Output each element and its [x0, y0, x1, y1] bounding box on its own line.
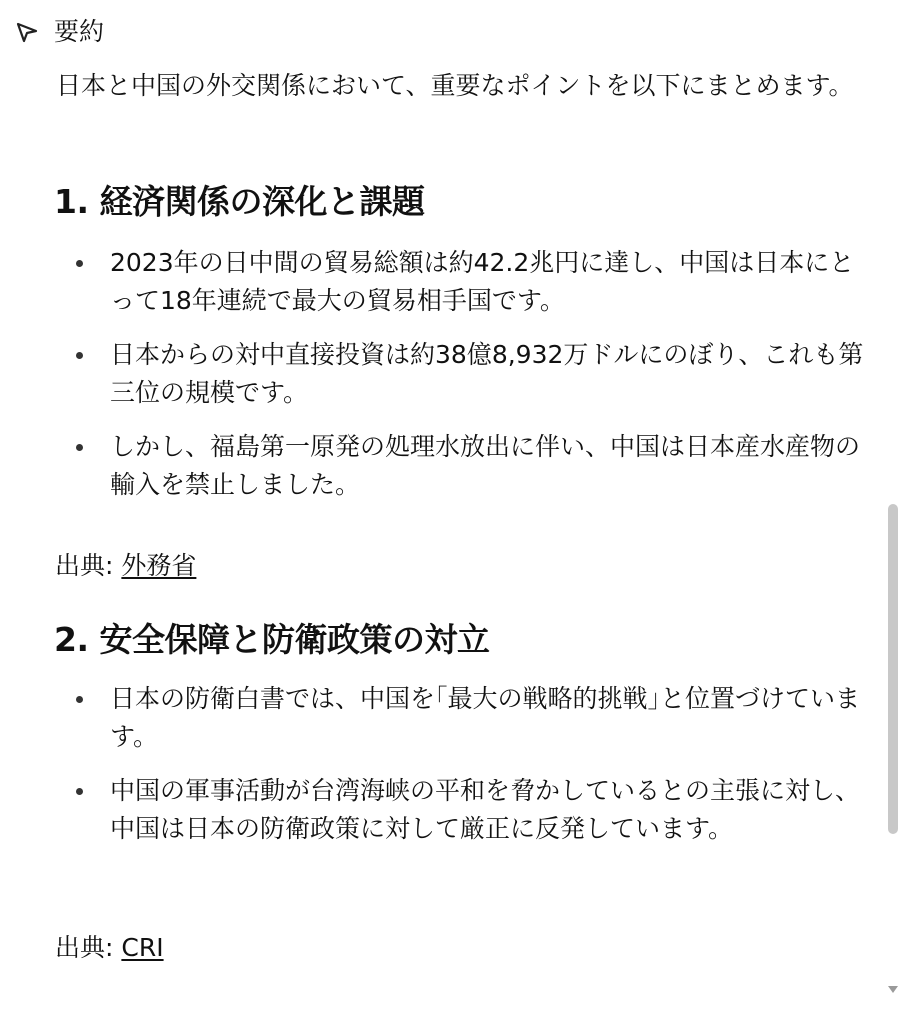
- bullet-dot: [76, 444, 83, 451]
- bullet-dot: [76, 788, 83, 795]
- list-item-text: 日本の防衛白書では、中国を｢最大の戦略的挑戦｣と位置づけています。: [110, 684, 861, 751]
- bullet-list-economy: [54, 244, 864, 520]
- bullet-dot: [76, 352, 83, 359]
- list-item-text: しかし、福島第一原発の処理水放出に伴い、中国は日本産水産物の輸入を禁止しました。: [110, 432, 861, 499]
- source-label: 出典:: [55, 551, 122, 580]
- source-line-security: [55, 930, 164, 966]
- source-link-mofa[interactable]: 外務省: [121, 551, 197, 580]
- bullet-dot: [76, 260, 83, 267]
- bullet-list-security: [54, 680, 864, 864]
- list-item: [54, 336, 864, 412]
- list-item: [54, 680, 864, 756]
- list-item-text: 2023年の日中間の貿易総額は約42.2兆円に達し、中国は日本にとって18年連続で最大の貿易相手国です。: [110, 248, 855, 315]
- intro-text: 日本と中国の外交関係において、重要なポイントを以下にまとめます。: [56, 71, 854, 100]
- bullet-dot: [76, 696, 83, 703]
- list-item: [54, 244, 864, 320]
- list-item-text: 日本からの対中直接投資は約38億8,932万ドルにのぼり、これも第三位の規模です。: [110, 340, 864, 407]
- section-heading-security: 2. 安全保障と防衛政策の対立: [54, 620, 490, 659]
- scroll-down-arrow-icon[interactable]: [888, 986, 898, 993]
- source-line-economy: [55, 548, 196, 584]
- list-item: [54, 428, 864, 504]
- summary-header[interactable]: [14, 14, 104, 50]
- source-link-cri[interactable]: CRI: [121, 933, 164, 962]
- list-item: [54, 772, 864, 848]
- source-label: 出典:: [55, 933, 122, 962]
- list-item-text: 中国の軍事活動が台湾海峡の平和を脅かしているとの主張に対し、中国は日本の防衛政策に対して厳正に反発しています。: [110, 776, 861, 843]
- summary-title: 要約: [54, 17, 105, 46]
- scrollbar-thumb[interactable]: [888, 504, 898, 834]
- section-heading-economy: 1. 経済関係の深化と課題: [54, 182, 425, 221]
- send-arrow-icon: [14, 19, 40, 45]
